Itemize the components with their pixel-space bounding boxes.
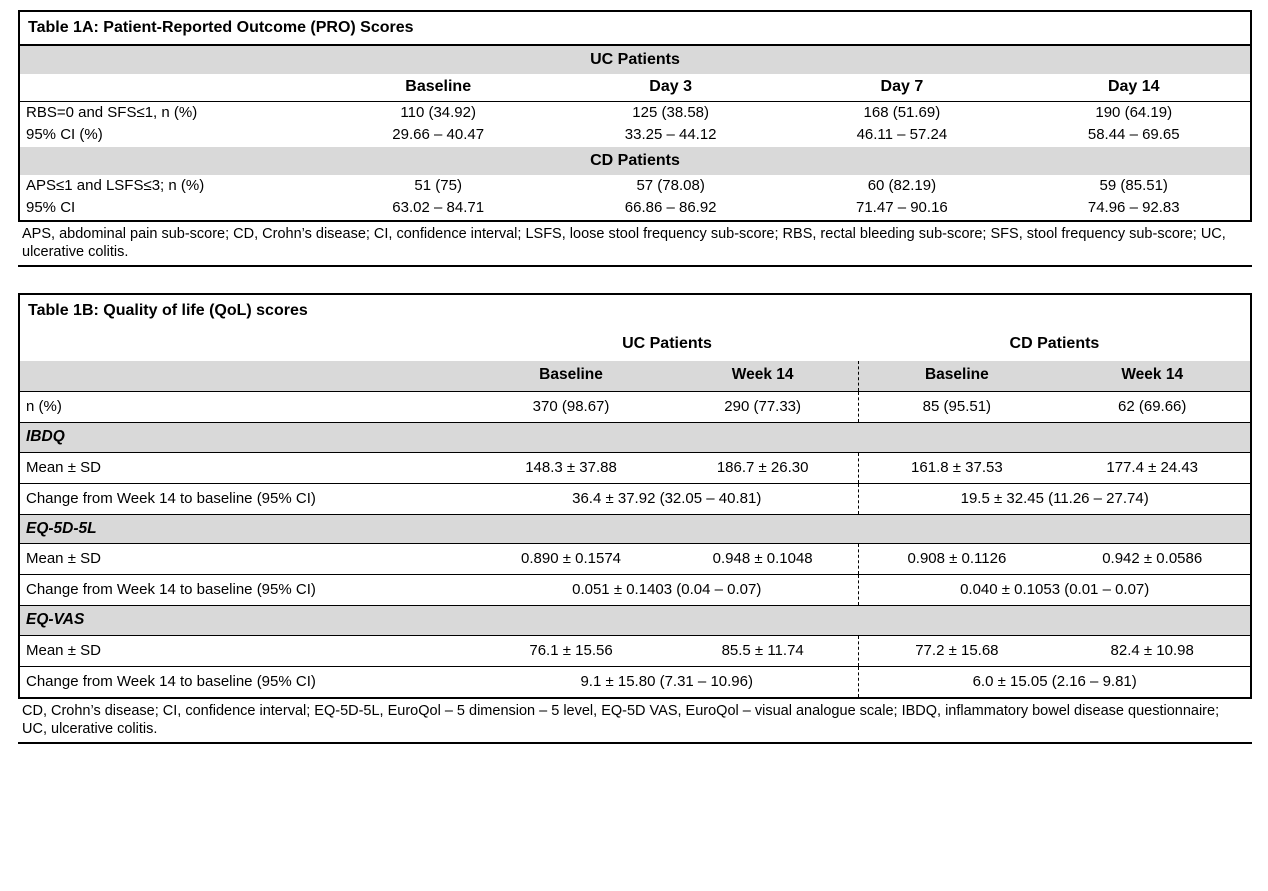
row-label: 95% CI (%) bbox=[26, 125, 103, 143]
cell-value: 110 (34.92) bbox=[400, 103, 476, 121]
table-row bbox=[20, 197, 1250, 220]
group-label-uc: UC Patients bbox=[590, 51, 680, 69]
table-1a-group-header-uc bbox=[20, 45, 1250, 74]
section-header-ibdq bbox=[20, 422, 1250, 452]
row-label: Mean ± SD bbox=[20, 452, 475, 483]
cell-value: 0.908 ± 0.1126 bbox=[859, 544, 1055, 575]
table-1a-title-row bbox=[20, 12, 1250, 45]
section-label: EQ-5D-5L bbox=[20, 514, 1250, 544]
cell-value: 177.4 ± 24.43 bbox=[1054, 452, 1250, 483]
group-label-cd: CD Patients bbox=[590, 151, 680, 169]
cell-value: 77.2 ± 15.68 bbox=[859, 635, 1055, 666]
cell-value: 168 (51.69) bbox=[863, 103, 941, 121]
section-header-eq5d5l bbox=[20, 514, 1250, 544]
table-row bbox=[20, 666, 1250, 697]
cell-value: 76.1 ± 15.56 bbox=[475, 635, 667, 666]
table-row bbox=[20, 124, 1250, 147]
section-label: IBDQ bbox=[20, 422, 1250, 452]
cell-value: 71.47 – 90.16 bbox=[856, 198, 948, 216]
section-header-eqvas bbox=[20, 606, 1250, 636]
cell-value: 186.7 ± 26.30 bbox=[667, 452, 859, 483]
cell-value-uc-change: 36.4 ± 37.92 (32.05 – 40.81) bbox=[475, 483, 859, 514]
group-header-blank bbox=[20, 327, 475, 361]
table-row bbox=[20, 391, 1250, 422]
cell-value: 63.02 – 84.71 bbox=[392, 198, 485, 216]
cell-value: 82.4 ± 10.98 bbox=[1054, 635, 1250, 666]
table-1a-footnote: APS, abdominal pain sub-score; CD, Crohn’s disease; CI, confidence interval; LSFS, loose stool frequency sub-score; RBS, rectal bleeding sub-score; SFS, stool frequency sub-score; UC, ulcerative colitis. bbox=[18, 222, 1252, 267]
table-1b-sub-headers bbox=[20, 361, 1250, 391]
cell-value: 0.948 ± 0.1048 bbox=[667, 544, 859, 575]
cell-value: 62 (69.66) bbox=[1054, 391, 1250, 422]
row-label: APS≤1 and LSFS≤3; n (%) bbox=[26, 176, 205, 194]
row-label: RBS=0 and SFS≤1, n (%) bbox=[26, 103, 198, 121]
table-spacer bbox=[18, 267, 1254, 293]
cell-value: 85 (95.51) bbox=[859, 391, 1055, 422]
col-header-day14: Day 14 bbox=[1018, 74, 1251, 101]
sub-header-cd-baseline: Baseline bbox=[859, 361, 1055, 391]
cell-value: 60 (82.19) bbox=[867, 176, 937, 194]
cell-value: 33.25 – 44.12 bbox=[624, 125, 717, 143]
cell-value-uc-change: 9.1 ± 15.80 (7.31 – 10.96) bbox=[580, 672, 753, 690]
sub-header-cd-week14: Week 14 bbox=[1054, 361, 1250, 391]
section-label: EQ-VAS bbox=[20, 606, 1250, 636]
table-1b-title-row bbox=[20, 295, 1250, 327]
table-row bbox=[20, 175, 1250, 197]
col-header-blank bbox=[20, 74, 321, 101]
cell-value: 85.5 ± 11.74 bbox=[667, 635, 859, 666]
cell-value: 57 (78.08) bbox=[636, 176, 705, 194]
cell-value: 290 (77.33) bbox=[667, 391, 859, 422]
table-1a bbox=[18, 10, 1252, 222]
cell-value: 161.8 ± 37.53 bbox=[859, 452, 1055, 483]
cell-value-cd-change: 19.5 ± 32.45 (11.26 – 27.74) bbox=[859, 483, 1250, 514]
row-label: Change from Week 14 to baseline (95% CI) bbox=[26, 672, 316, 690]
sub-header-uc-baseline: Baseline bbox=[475, 361, 667, 391]
col-header-baseline: Baseline bbox=[321, 74, 555, 101]
cell-value: 74.96 – 92.83 bbox=[1087, 198, 1180, 216]
cell-value: 148.3 ± 37.88 bbox=[475, 452, 667, 483]
cell-value: 29.66 – 40.47 bbox=[392, 125, 485, 143]
group-header-cd: CD Patients bbox=[1009, 335, 1100, 353]
cell-value: 58.44 – 69.65 bbox=[1087, 125, 1180, 143]
row-label: 95% CI bbox=[26, 198, 76, 216]
table-row bbox=[20, 101, 1250, 124]
table-row bbox=[20, 483, 1250, 514]
table-row bbox=[20, 452, 1250, 483]
table-1b-group-headers bbox=[20, 327, 1250, 361]
cell-value: 51 (75) bbox=[414, 176, 462, 194]
cell-value: 0.942 ± 0.0586 bbox=[1054, 544, 1250, 575]
table-row bbox=[20, 544, 1250, 575]
sub-header-uc-week14: Week 14 bbox=[667, 361, 859, 391]
row-label: Change from Week 14 to baseline (95% CI) bbox=[20, 575, 475, 606]
table-1b bbox=[18, 293, 1252, 699]
table-1b-title: Table 1B: Quality of life (QoL) scores bbox=[28, 302, 308, 319]
cell-value: 59 (85.51) bbox=[1099, 176, 1168, 194]
group-header-uc: UC Patients bbox=[622, 335, 712, 353]
row-label: n (%) bbox=[20, 391, 475, 422]
cell-value-uc-change: 0.051 ± 0.1403 (0.04 – 0.07) bbox=[475, 575, 859, 606]
cell-value-cd-change: 0.040 ± 0.1053 (0.01 – 0.07) bbox=[859, 575, 1250, 606]
sub-header-blank bbox=[20, 361, 475, 391]
cell-value: 190 (64.19) bbox=[1095, 103, 1173, 121]
table-row bbox=[20, 635, 1250, 666]
row-label: Change from Week 14 to baseline (95% CI) bbox=[20, 483, 475, 514]
table-row bbox=[20, 575, 1250, 606]
table-1a-group-header-cd bbox=[20, 147, 1250, 175]
cell-value: 125 (38.58) bbox=[632, 103, 710, 121]
cell-value: 46.11 – 57.24 bbox=[856, 125, 948, 143]
cell-value: 370 (98.67) bbox=[475, 391, 667, 422]
cell-value: 66.86 – 86.92 bbox=[624, 198, 717, 216]
cell-value: 0.890 ± 0.1574 bbox=[475, 544, 667, 575]
col-header-day3: Day 3 bbox=[555, 74, 786, 101]
col-header-day7: Day 7 bbox=[786, 74, 1017, 101]
cell-value-cd-change: 6.0 ± 15.05 (2.16 – 9.81) bbox=[859, 666, 1250, 697]
table-1a-title: Table 1A: Patient-Reported Outcome (PRO) Scores bbox=[20, 12, 1250, 45]
table-1a-column-headers bbox=[20, 74, 1250, 101]
row-label: Mean ± SD bbox=[20, 635, 475, 666]
row-label: Mean ± SD bbox=[20, 544, 475, 575]
table-1b-footnote: CD, Crohn’s disease; CI, confidence interval; EQ-5D-5L, EuroQol – 5 dimension – 5 level, EQ-5D VAS, EuroQol – visual analogue scale; IBDQ, inflammatory bowel disease questionnaire; UC, ulcerative colitis. bbox=[18, 699, 1252, 744]
